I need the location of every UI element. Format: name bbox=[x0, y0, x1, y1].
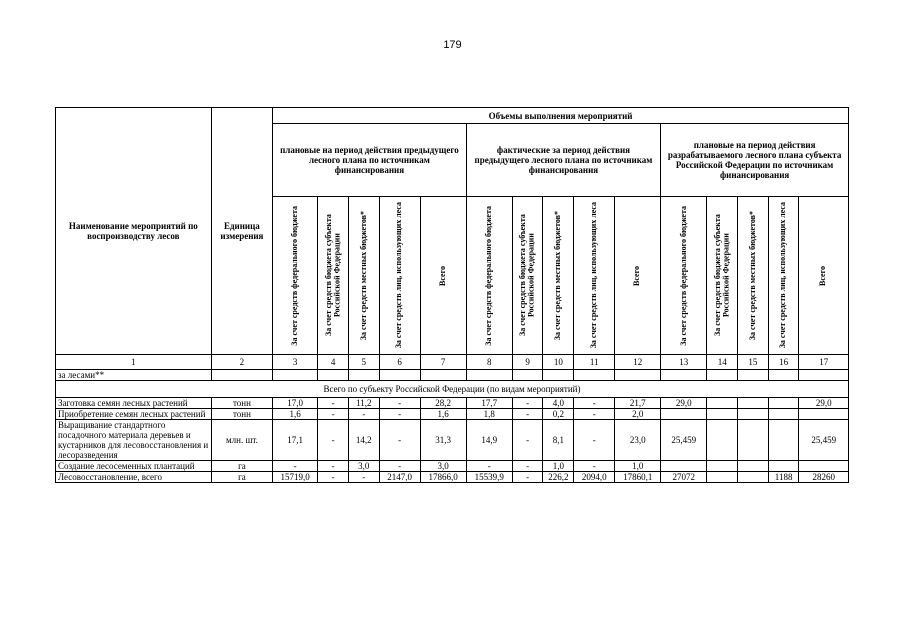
row-value: 29,0 bbox=[661, 398, 707, 409]
row-value: 28,2 bbox=[420, 398, 466, 409]
header-unit: Единица измерения bbox=[211, 108, 272, 355]
header-source-2-4: За счет средств лиц, использующих леса bbox=[574, 197, 615, 355]
row-value: - bbox=[574, 461, 615, 472]
row-value: 0,2 bbox=[543, 409, 574, 420]
header-source-2-2: За счет средств бюджета субъекта Российской Федерации bbox=[512, 197, 543, 355]
row-value bbox=[707, 409, 738, 420]
column-number: 11 bbox=[574, 355, 615, 370]
header-source-1-3: За счет средств местных бюджетов* bbox=[348, 197, 379, 355]
row-value: 4,0 bbox=[543, 398, 574, 409]
row-value: - bbox=[318, 409, 349, 420]
row-value: 17860,1 bbox=[615, 472, 661, 483]
row-value bbox=[707, 398, 738, 409]
row-value bbox=[738, 472, 769, 483]
table-row bbox=[56, 461, 849, 472]
row-value: 2147,0 bbox=[379, 472, 420, 483]
column-number: 16 bbox=[768, 355, 799, 370]
row-value bbox=[768, 461, 799, 472]
column-number: 17 bbox=[799, 355, 849, 370]
row-value: - bbox=[273, 461, 318, 472]
row-value bbox=[661, 461, 707, 472]
column-number: 1 bbox=[56, 355, 212, 370]
row-value bbox=[738, 409, 769, 420]
header-name: Наименование мероприятий по воспроизводству лесов bbox=[56, 108, 212, 355]
row-value: - bbox=[318, 420, 349, 461]
row-unit: га bbox=[211, 461, 272, 472]
row-value: 29,0 bbox=[799, 398, 849, 409]
table-row bbox=[56, 409, 849, 420]
row-value: - bbox=[512, 409, 543, 420]
header-source-2-3: За счет средств местных бюджетов* bbox=[543, 197, 574, 355]
row-value: 14,9 bbox=[466, 420, 512, 461]
row-unit: тонн bbox=[211, 409, 272, 420]
header-source-1-2: За счет средств бюджета субъекта Российской Федерации bbox=[318, 197, 349, 355]
row-value: 1,0 bbox=[615, 461, 661, 472]
row-value: - bbox=[379, 409, 420, 420]
column-number: 2 bbox=[211, 355, 272, 370]
row-value: 15539,9 bbox=[466, 472, 512, 483]
row-value: 21,7 bbox=[615, 398, 661, 409]
row-value: - bbox=[379, 420, 420, 461]
row-value: 17,7 bbox=[466, 398, 512, 409]
row-value: 3,0 bbox=[420, 461, 466, 472]
header-volumes: Объемы выполнения мероприятий bbox=[273, 108, 849, 124]
row-value: - bbox=[512, 398, 543, 409]
column-number: 13 bbox=[661, 355, 707, 370]
row-value: 23,0 bbox=[615, 420, 661, 461]
row-name: Приобретение семян лесных растений bbox=[56, 409, 212, 420]
row-value: 25,459 bbox=[661, 420, 707, 461]
row-value: - bbox=[379, 461, 420, 472]
row-value: - bbox=[318, 461, 349, 472]
header-source-2-1: За счет средств федерального бюджета bbox=[466, 197, 512, 355]
column-number: 6 bbox=[379, 355, 420, 370]
row-value: - bbox=[348, 409, 379, 420]
header-group-planned-previous: плановые на период действия предыдущего лесного плана по источникам финансирования bbox=[273, 124, 467, 197]
row-value bbox=[768, 420, 799, 461]
row-value: 226,2 bbox=[543, 472, 574, 483]
row-value: - bbox=[512, 461, 543, 472]
column-number: 3 bbox=[273, 355, 318, 370]
row-value: 2094,0 bbox=[574, 472, 615, 483]
row-value bbox=[707, 420, 738, 461]
row-name: Лесовосстановление, всего bbox=[56, 472, 212, 483]
row-value: - bbox=[348, 472, 379, 483]
row-value: 25,459 bbox=[799, 420, 849, 461]
row-value bbox=[799, 409, 849, 420]
row-name: Создание лесосеменных плантаций bbox=[56, 461, 212, 472]
row-value: 1,6 bbox=[420, 409, 466, 420]
row-value: - bbox=[512, 472, 543, 483]
row-value bbox=[768, 409, 799, 420]
row-value: 14,2 bbox=[348, 420, 379, 461]
column-number: 9 bbox=[512, 355, 543, 370]
row-value: 31,3 bbox=[420, 420, 466, 461]
row-value: 17,1 bbox=[273, 420, 318, 461]
row-value: - bbox=[318, 472, 349, 483]
row-value bbox=[799, 461, 849, 472]
column-number: 7 bbox=[420, 355, 466, 370]
header-source-2-5: Всего bbox=[615, 197, 661, 355]
row-value: - bbox=[379, 398, 420, 409]
column-number: 4 bbox=[318, 355, 349, 370]
row-value: - bbox=[466, 461, 512, 472]
row-name: Заготовка семян лесных растений bbox=[56, 398, 212, 409]
row-value bbox=[707, 472, 738, 483]
row-unit: млн. шт. bbox=[211, 420, 272, 461]
table-row bbox=[56, 398, 849, 409]
header-source-3-1: За счет средств федерального бюджета bbox=[661, 197, 707, 355]
row-value: 2,0 bbox=[615, 409, 661, 420]
row-value: - bbox=[574, 409, 615, 420]
header-source-1-4: За счет средств лиц, использующих леса bbox=[379, 197, 420, 355]
row-value: 27072 bbox=[661, 472, 707, 483]
header-source-3-3: За счет средств местных бюджетов* bbox=[738, 197, 769, 355]
column-number: 5 bbox=[348, 355, 379, 370]
row-value: - bbox=[512, 420, 543, 461]
row-value: 28260 bbox=[799, 472, 849, 483]
header-source-1-5: Всего bbox=[420, 197, 466, 355]
header-group-actual-previous: фактические за период действия предыдущего лесного плана по источникам финансирования bbox=[466, 124, 661, 197]
row-value: 11,2 bbox=[348, 398, 379, 409]
row-name: Выращивание стандартного посадочного материала деревьев и кустарников для лесовосстановления и лесоразведения bbox=[56, 420, 212, 461]
row-value bbox=[707, 461, 738, 472]
page-number: 179 bbox=[443, 39, 462, 51]
row-value: 17866,0 bbox=[420, 472, 466, 483]
row-value: - bbox=[318, 398, 349, 409]
column-number: 15 bbox=[738, 355, 769, 370]
row-value: 17,0 bbox=[273, 398, 318, 409]
section-label: за лесами** bbox=[56, 370, 212, 381]
row-value bbox=[738, 398, 769, 409]
row-value bbox=[738, 420, 769, 461]
row-value: 1,6 bbox=[273, 409, 318, 420]
row-value: 3,0 bbox=[348, 461, 379, 472]
row-value: 1,8 bbox=[466, 409, 512, 420]
row-value: - bbox=[574, 398, 615, 409]
row-value: 1,0 bbox=[543, 461, 574, 472]
row-value: 15719,0 bbox=[273, 472, 318, 483]
row-value bbox=[768, 398, 799, 409]
column-number: 10 bbox=[543, 355, 574, 370]
column-number: 14 bbox=[707, 355, 738, 370]
table-row bbox=[56, 472, 849, 483]
column-number: 12 bbox=[615, 355, 661, 370]
header-source-3-5: Всего bbox=[799, 197, 849, 355]
row-value: 8,1 bbox=[543, 420, 574, 461]
row-value: - bbox=[574, 420, 615, 461]
reforestation-table bbox=[55, 107, 849, 483]
header-group-planned-current: плановые на период действия разрабатываемого лесного плана субъекта Российской Федерации по источникам финансирования bbox=[661, 124, 849, 197]
row-unit: га bbox=[211, 472, 272, 483]
row-value bbox=[738, 461, 769, 472]
row-value bbox=[661, 409, 707, 420]
total-label: Всего по субъекту Российской Федерации (по видам мероприятий) bbox=[56, 381, 849, 398]
table-row bbox=[56, 420, 849, 461]
column-number: 8 bbox=[466, 355, 512, 370]
header-source-3-2: За счет средств бюджета субъекта Российской Федерации bbox=[707, 197, 738, 355]
row-value: 1188 bbox=[768, 472, 799, 483]
header-source-1-1: За счет средств федерального бюджета bbox=[273, 197, 318, 355]
row-unit: тонн bbox=[211, 398, 272, 409]
header-source-3-4: За счет средств лиц, использующих леса bbox=[768, 197, 799, 355]
